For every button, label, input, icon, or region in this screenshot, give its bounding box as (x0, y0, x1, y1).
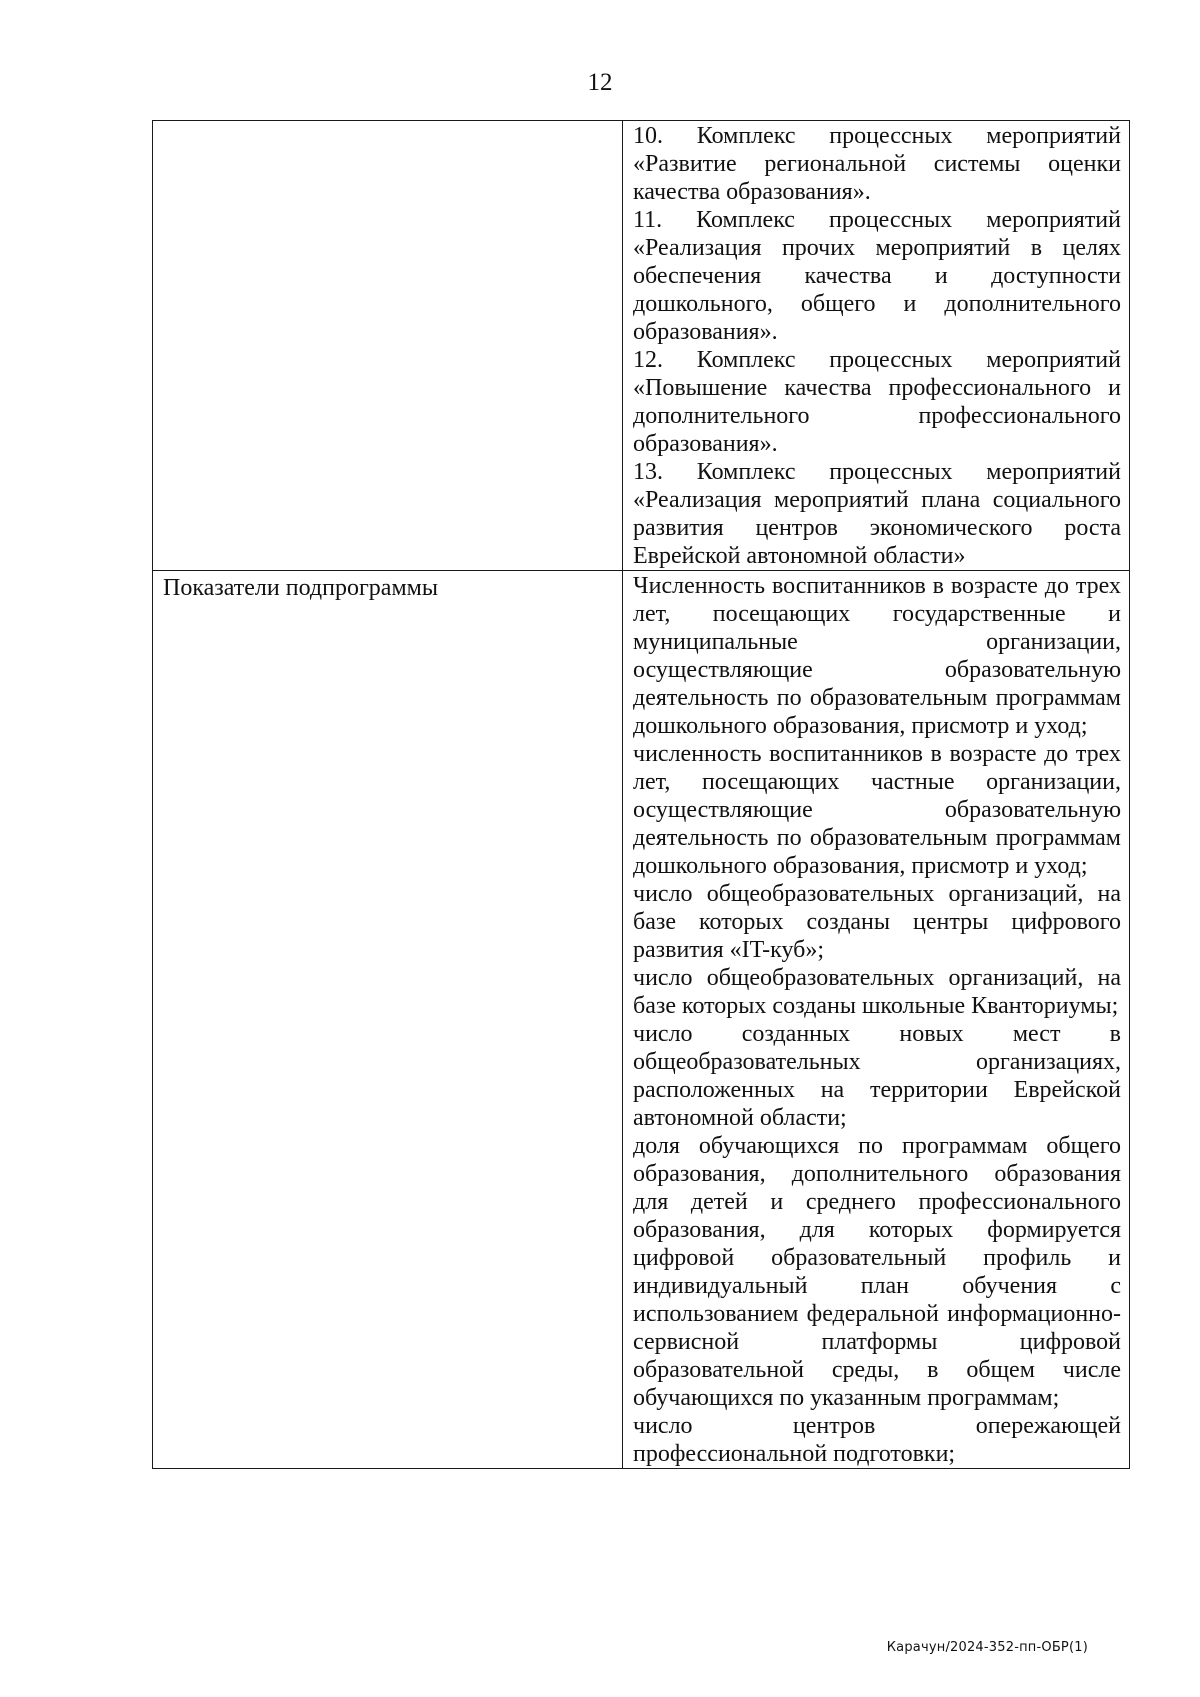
row-content-cell (623, 571, 1130, 1469)
row-label: Показатели подпрограммы (163, 575, 438, 601)
table-row (153, 571, 1130, 1469)
list-item: число центров опережающей профессиональной подготовки; (633, 1413, 1121, 1467)
document-code: Карачун/2024-352-пп-ОБР(1) (886, 1640, 1088, 1655)
passport-table (152, 120, 1130, 1469)
row-label-cell (153, 121, 623, 571)
list-item: 11. Комплекс процессных мероприятий «Реализация прочих мероприятий в целях обеспечения качества и доступности дошкольного, общего и дополнительного образования». (633, 207, 1121, 345)
row-label-cell (153, 571, 623, 1469)
list-item: число созданных новых мест в общеобразовательных организациях, расположенных на территории Еврейской автономной области; (633, 1021, 1121, 1131)
table-row (153, 121, 1130, 571)
list-item: Численность воспитанников в возрасте до трех лет, посещающих государственные и муниципальные организации, осуществляющие образовательную деятельность по образовательным программам дошкольного образования, присмотр и уход; (633, 573, 1121, 739)
list-item: число общеобразовательных организаций, на базе которых созданы школьные Кванториумы; (633, 965, 1121, 1019)
list-item: численность воспитанников в возрасте до трех лет, посещающих частные организации, осуществляющие образовательную деятельность по образовательным программам дошкольного образования, присмотр и уход; (633, 741, 1121, 879)
page-number: 12 (587, 69, 613, 96)
list-item: 12. Комплекс процессных мероприятий «Повышение качества профессионального и дополнительного профессионального образования». (633, 347, 1121, 457)
list-item: 10. Комплекс процессных мероприятий «Развитие региональной системы оценки качества образования». (633, 123, 1121, 205)
list-item: 13. Комплекс процессных мероприятий «Реализация мероприятий плана социального развития центров экономического роста Еврейской автономной области» (633, 459, 1121, 569)
list-item: число общеобразовательных организаций, на базе которых созданы центры цифрового развития «IT-куб»; (633, 881, 1121, 963)
list-item: доля обучающихся по программам общего образования, дополнительного образования для детей и среднего профессионального образования, для которых формируется цифровой образовательный профиль и индивидуальный план обучения с использованием федеральной информационно-сервисной платформы цифровой образовательной среды, в общем числе обучающихся по указанным программам; (633, 1133, 1121, 1411)
row-content-cell (623, 121, 1130, 571)
